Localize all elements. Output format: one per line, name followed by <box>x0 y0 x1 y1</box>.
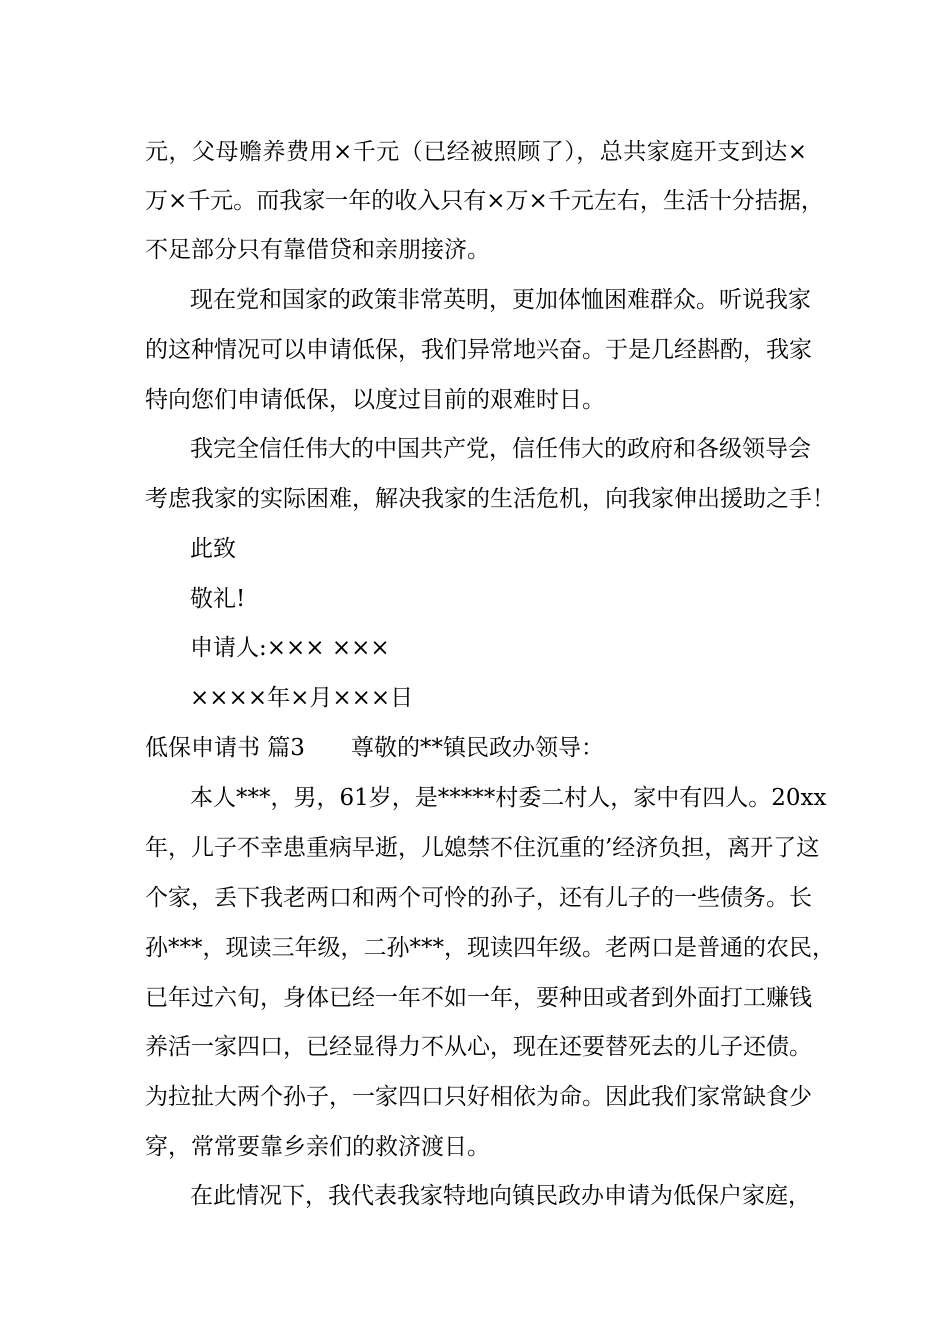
closing-salutation: 此致 <box>190 536 236 562</box>
paragraph-line: 特向您们申请低保，以度过目前的艰难时日。 <box>145 387 605 413</box>
paragraph-line: 穿，常常要靠乡亲们的救济渡日。 <box>145 1134 490 1160</box>
paragraph-line: 考虑我家的实际困难，解决我家的生活危机，向我家伸出援助之手！ <box>145 486 835 512</box>
paragraph-line: 已年过六旬，身体已经一年不如一年，要种田或者到外面打工赚钱 <box>145 985 812 1011</box>
applicant-signature: 申请人:××× ××× <box>190 635 390 661</box>
paragraph-line: 我完全信任伟大的中国共产党，信任伟大的政府和各级领导会 <box>190 436 811 462</box>
paragraph-line: 本人***，男，61岁，是*****村委二村人，家中有四人。20xx <box>190 785 827 811</box>
paragraph-line: 现在党和国家的政策非常英明，更加体恤困难群众。听说我家 <box>190 287 811 313</box>
section-heading: 低保申请书 篇3 尊敬的**镇民政办领导： <box>145 735 604 761</box>
paragraph-line: 不足部分只有靠借贷和亲朋接济。 <box>145 237 490 263</box>
paragraph-line: 在此情况下，我代表我家特地向镇民政办申请为低保户家庭， <box>190 1183 811 1209</box>
paragraph-line: 为拉扯大两个孙子，一家四口只好相依为命。因此我们家常缺食少 <box>145 1084 812 1110</box>
paragraph-line: 个家，丢下我老两口和两个可怜的孙子，还有儿子的一些债务。长 <box>145 885 812 911</box>
paragraph-line: 孙***，现读三年级，二孙***，现读四年级。老两口是普通的农民， <box>145 935 835 961</box>
paragraph-line: 的这种情况可以申请低保，我们异常地兴奋。于是几经斟酌，我家 <box>145 337 812 363</box>
paragraph-line: 养活一家四口，已经显得力不从心，现在还要替死去的儿子还债。 <box>145 1034 812 1060</box>
closing-regards: 敬礼! <box>190 586 246 612</box>
paragraph-line: 万×千元。而我家一年的收入只有×万×千元左右，生活十分拮据， <box>145 188 824 214</box>
date-line: ××××年×月×××日 <box>190 685 414 711</box>
paragraph-line: 年，儿子不幸患重病早逝，儿媳禁不住沉重的’经济负担，离开了这 <box>145 835 820 861</box>
paragraph-line: 元，父母赡养费用×千元（已经被照顾了），总共家庭开支到达× <box>145 139 807 165</box>
